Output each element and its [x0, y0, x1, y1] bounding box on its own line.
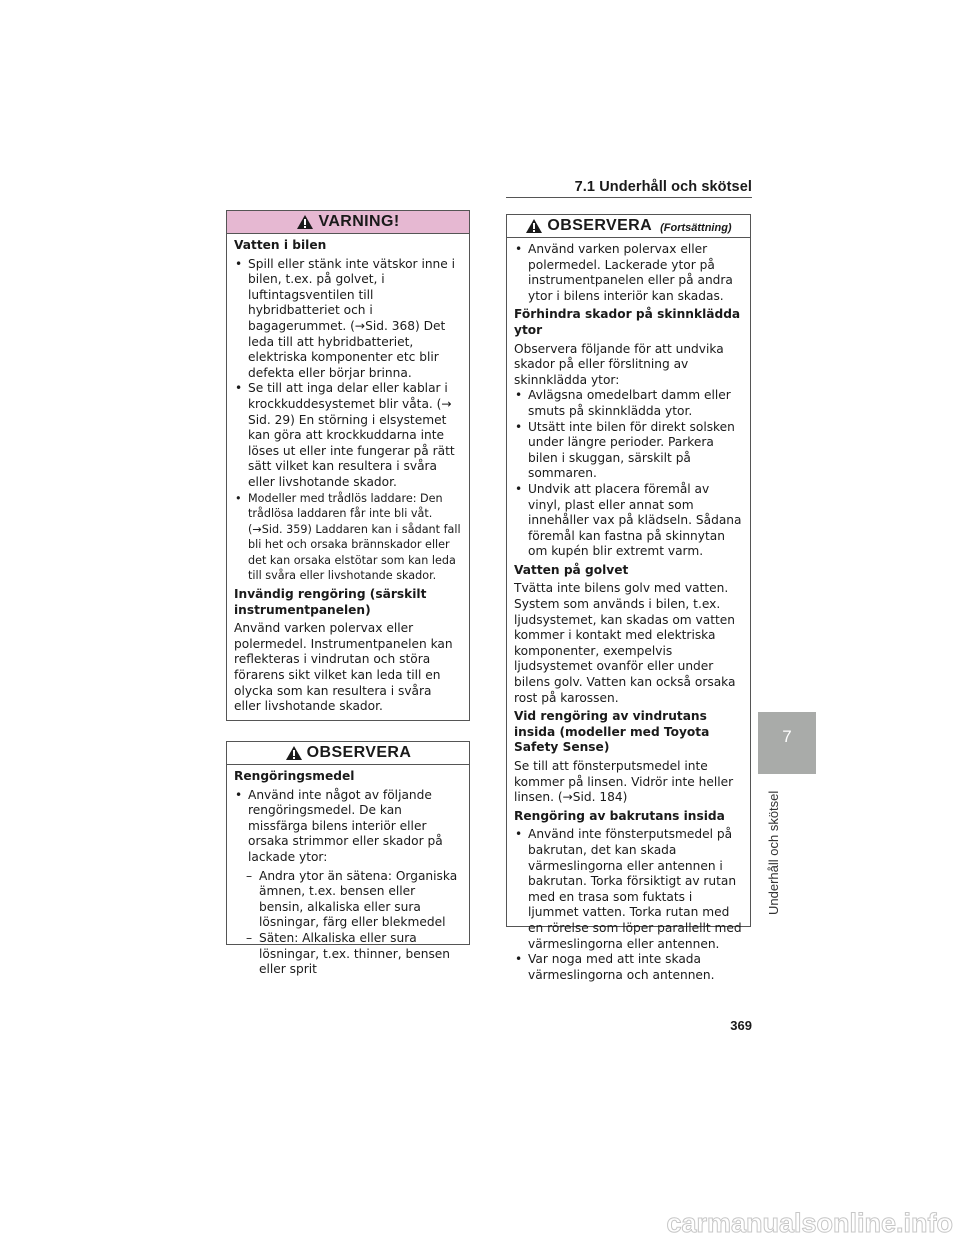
warning-box: [226, 210, 470, 721]
list-item: – Säten: Alkaliska eller sura lösningar, t.ex. thinner, bensen eller sprit: [234, 931, 462, 978]
list-item: • Använd inte fönsterputsmedel på bakrutan, det kan skada värmeslingorna eller antennen i bakrutan. Torka försiktigt av rutan med en trasa som fuktats i ljummet vatten. Torka rutan med en rörelse som löper parallellt med värmeslingorna eller antennen.: [514, 827, 743, 952]
list-item: • Utsätt inte bilen för direkt solsken under längre perioder. Parkera bilen i skuggan, särskilt på sommaren.: [514, 420, 743, 482]
caution-continued-list: [514, 242, 743, 304]
warning-triangle-icon: [296, 214, 314, 230]
heading-floor-water: Vatten på golvet: [514, 562, 629, 577]
warning-heading-interior: Invändig rengöring (särskilt instrumentpanelen): [234, 587, 427, 617]
chapter-label-wrapper: [766, 775, 784, 915]
rear-window-list: [514, 827, 743, 983]
list-item: • Använd inte något av följande rengöringsmedel. De kan missfärga bilens interiör eller orsaka strimmor eller skador på lackade ytor:: [234, 788, 462, 866]
caution-heading-cleaners: Rengöringsmedel: [234, 769, 355, 783]
watermark: [590, 1208, 956, 1238]
heading-leather: Förhindra skador på skinnklädda ytor: [514, 307, 741, 337]
watermark-text: carmanualsonline.info: [666, 1208, 953, 1238]
list-item: • Spill eller stänk inte vätskor inne i bilen, t.ex. på golvet, i luftintagsventilen till hybridbatteriet och i bagagerummet. (→Sid. 368) Det leda till att hybridbatteriet, elektriska komponenter etc blir defekta eller börjar brinna.: [234, 257, 462, 382]
list-item: • Se till att inga delar eller kablar i krockkuddesystemet blir våta. (→ Sid. 29) En störning i elsystemet kan göra att krockkuddarna inte löses ut eller inte fungerar på rätt sätt vilket kan resultera i svåra eller livshotande skador.: [234, 381, 462, 490]
warning-triangle-icon: [525, 218, 543, 234]
warning-triangle-icon: [285, 745, 303, 761]
chapter-number: 7: [782, 727, 792, 746]
caution-list: [234, 788, 462, 866]
page-number: 369: [730, 1018, 752, 1033]
list-item: • Modeller med trådlös laddare: Den trådlösa laddaren får inte bli våt. (→Sid. 359) Laddaren kan i sådant fall bli het och orsaka brännskador eller det kan orsaka elstötar som kan leda till svåra eller livshotande skador.: [234, 491, 462, 585]
caution-box: [226, 741, 470, 977]
list-item: – Andra ytor än sätena: Organiska ämnen, t.ex. bensen eller bensin, alkaliska eller sura lösningar, färg eller blekmedel: [234, 869, 462, 931]
caution-box-header: [227, 742, 469, 765]
caution-continued-subtitle: (Fortsättning): [660, 222, 732, 234]
paragraph-leather: Observera följande för att undvika skador på eller förslitning av skinnklädda ytor:: [514, 341, 724, 387]
header-rule: [506, 197, 752, 198]
list-item: • Avlägsna omedelbart damm eller smuts på skinnklädda ytor.: [514, 388, 743, 419]
paragraph-floor-water: Tvätta inte bilens golv med vatten. System som används i bilen, t.ex. ljudsystemet, kan skadas om vatten kommer i kontakt med elektriska komponenter, exempelvis ljudsystemet ovanför eller under bilens golv. Vatten kan också orsaka rost på karossen.: [514, 581, 736, 705]
warning-title: VARNING!: [318, 213, 400, 230]
heading-rear-window: Rengöring av bakrutans insida: [514, 808, 725, 823]
caution-sublist: [234, 869, 462, 978]
caution-continued-title: OBSERVERA: [547, 217, 653, 234]
warning-list: [234, 257, 462, 584]
list-item: • Undvik att placera föremål av vinyl, plast eller annat som innehåller vax på klädseln. Sådana föremål kan fastna på skinnytan om kupén blir extremt varm.: [514, 482, 743, 560]
warning-heading-water: Vatten i bilen: [234, 238, 327, 252]
warning-box-header: [227, 211, 469, 234]
warning-paragraph: Använd varken polervax eller polermedel. Instrumentpanelen kan reflekteras i vindrutan och störa förarens sikt vilket kan leda till en olycka som kan resultera i svåra eller livshotande skador.: [234, 621, 453, 714]
list-item: • Använd varken polervax eller polermedel. Lackerade ytor på instrumentpanelen eller på andra ytor i bilens interiör kan skadas.: [514, 242, 743, 304]
paragraph-windshield: Se till att fönsterputsmedel inte kommer på linsen. Vidrör inte heller linsen. (→Sid. 184): [514, 759, 734, 805]
caution-continued-box: [506, 214, 751, 982]
heading-windshield: Vid rengöring av vindrutans insida (modeller med Toyota Safety Sense): [514, 709, 710, 755]
caution-continued-header: [507, 215, 750, 238]
chapter-label: Underhåll och skötsel: [766, 790, 781, 915]
leather-list: [514, 388, 743, 560]
list-item: • Var noga med att inte skada värmeslingorna och antennen.: [514, 952, 743, 983]
caution-title: OBSERVERA: [306, 744, 412, 761]
section-title: 7.1 Underhåll och skötsel: [574, 179, 752, 195]
